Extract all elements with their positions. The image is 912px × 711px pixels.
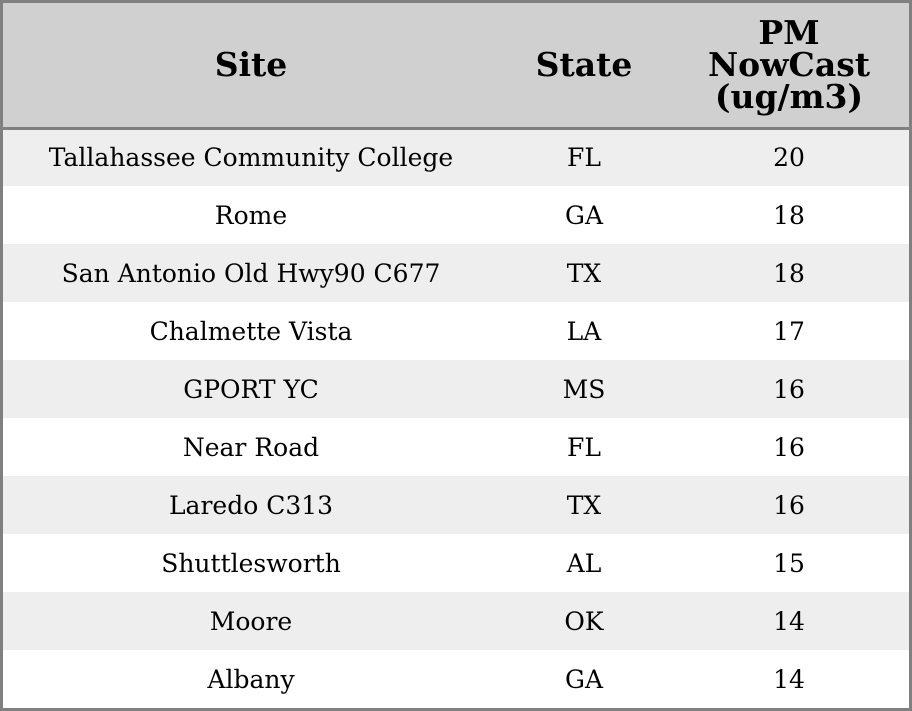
cell-state: LA bbox=[566, 316, 602, 346]
table-row bbox=[3, 302, 909, 360]
table-row bbox=[3, 244, 909, 302]
cell-site: Laredo C313 bbox=[168, 490, 334, 520]
cell-pm-nowcast: 16 bbox=[773, 490, 805, 520]
table-body bbox=[3, 128, 909, 708]
cell-state: GA bbox=[564, 200, 604, 230]
cell-state: TX bbox=[566, 490, 602, 520]
cell-state: TX bbox=[566, 258, 602, 288]
cell-pm-nowcast: 14 bbox=[773, 664, 805, 694]
table-row bbox=[3, 476, 909, 534]
cell-state: GA bbox=[564, 664, 604, 694]
cell-site: Shuttlesworth bbox=[161, 548, 341, 578]
pm-header-line-2: NowCast bbox=[707, 44, 871, 84]
pm-header-line-1: PM bbox=[758, 12, 820, 52]
cell-site: Albany bbox=[207, 664, 295, 694]
cell-pm-nowcast: 16 bbox=[773, 374, 805, 404]
cell-state: OK bbox=[564, 606, 604, 636]
table-row bbox=[3, 650, 909, 708]
cell-site: Moore bbox=[209, 606, 293, 636]
cell-site: Rome bbox=[214, 200, 288, 230]
cell-state: FL bbox=[567, 143, 601, 173]
pm-nowcast-table bbox=[3, 3, 909, 708]
table-row bbox=[3, 534, 909, 592]
table-row bbox=[3, 418, 909, 476]
cell-pm-nowcast: 20 bbox=[773, 143, 805, 173]
cell-state: MS bbox=[562, 374, 606, 404]
cell-site: Tallahassee Community College bbox=[48, 143, 454, 173]
cell-site: Near Road bbox=[182, 432, 320, 462]
cell-pm-nowcast: 14 bbox=[773, 606, 805, 636]
cell-site: Chalmette Vista bbox=[149, 316, 353, 346]
cell-site: San Antonio Old Hwy90 C677 bbox=[61, 258, 441, 288]
cell-site: GPORT YC bbox=[183, 374, 319, 404]
cell-pm-nowcast: 15 bbox=[773, 548, 805, 578]
cell-state: FL bbox=[567, 432, 601, 462]
header-row bbox=[3, 3, 909, 128]
table-row bbox=[3, 360, 909, 418]
table-row bbox=[3, 128, 909, 186]
table-row bbox=[3, 186, 909, 244]
column-header-pm-nowcast bbox=[669, 3, 909, 128]
cell-pm-nowcast: 18 bbox=[773, 258, 805, 288]
cell-state: AL bbox=[566, 548, 602, 578]
cell-pm-nowcast: 17 bbox=[773, 316, 805, 346]
column-header-site: Site bbox=[3, 3, 499, 128]
column-header-state: State bbox=[499, 3, 669, 128]
cell-pm-nowcast: 16 bbox=[773, 432, 805, 462]
cell-pm-nowcast: 18 bbox=[773, 200, 805, 230]
table-row bbox=[3, 592, 909, 650]
pm-header-line-3: (ug/m3) bbox=[714, 76, 864, 116]
